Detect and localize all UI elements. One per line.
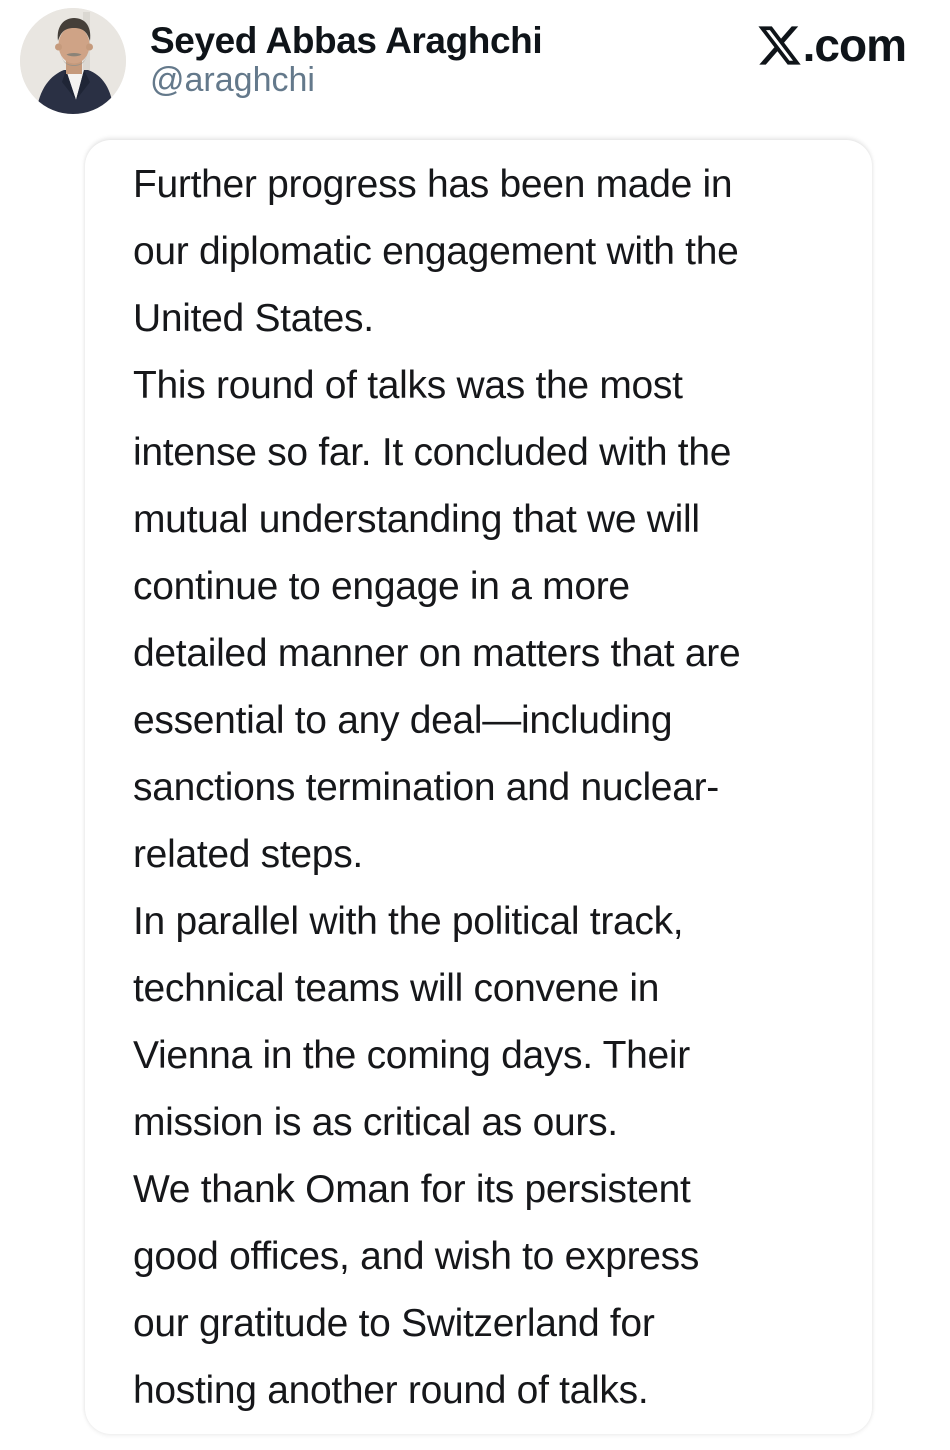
x-logo-icon bbox=[756, 22, 803, 69]
post-text-line: sanctions termination and nuclear- bbox=[133, 766, 719, 809]
avatar-illustration bbox=[20, 8, 126, 114]
post-text-line: This round of talks was the most bbox=[133, 364, 683, 407]
post-text-line: our diplomatic engagement with the bbox=[133, 230, 739, 273]
post-text bbox=[133, 151, 830, 1424]
post-text-line: essential to any deal—including bbox=[133, 699, 673, 742]
post-text-line: detailed manner on matters that are bbox=[133, 632, 741, 675]
post-text-line: In parallel with the political track, bbox=[133, 900, 684, 943]
site-label: .com bbox=[802, 19, 906, 71]
post-text-line: related steps. bbox=[133, 833, 363, 876]
post-text-line: good offices, and wish to express bbox=[133, 1235, 700, 1278]
avatar[interactable] bbox=[20, 8, 126, 114]
post-text-line: United States. bbox=[133, 297, 374, 340]
post-text-line: continue to engage in a more bbox=[133, 565, 630, 608]
post-text-line: Vienna in the coming days. Their bbox=[133, 1034, 690, 1077]
post-text-line: technical teams will convene in bbox=[133, 967, 660, 1010]
post-text-line: We thank Oman for its persistent bbox=[133, 1168, 691, 1211]
post-text-line: mutual understanding that we will bbox=[133, 498, 700, 541]
post-text-line: intense so far. It concluded with the bbox=[133, 431, 732, 474]
post-text-line: hosting another round of talks. bbox=[133, 1369, 649, 1412]
post-card bbox=[85, 140, 872, 1434]
site-logo bbox=[756, 19, 906, 71]
post-text-line: our gratitude to Switzerland for bbox=[133, 1302, 655, 1345]
user-handle[interactable]: @araghchi bbox=[150, 61, 315, 99]
post-header bbox=[0, 0, 950, 140]
post-text-line: Further progress has been made in bbox=[133, 163, 733, 206]
display-name[interactable]: Seyed Abbas Araghchi bbox=[150, 20, 543, 61]
post-text-line: mission is as critical as ours. bbox=[133, 1101, 618, 1144]
